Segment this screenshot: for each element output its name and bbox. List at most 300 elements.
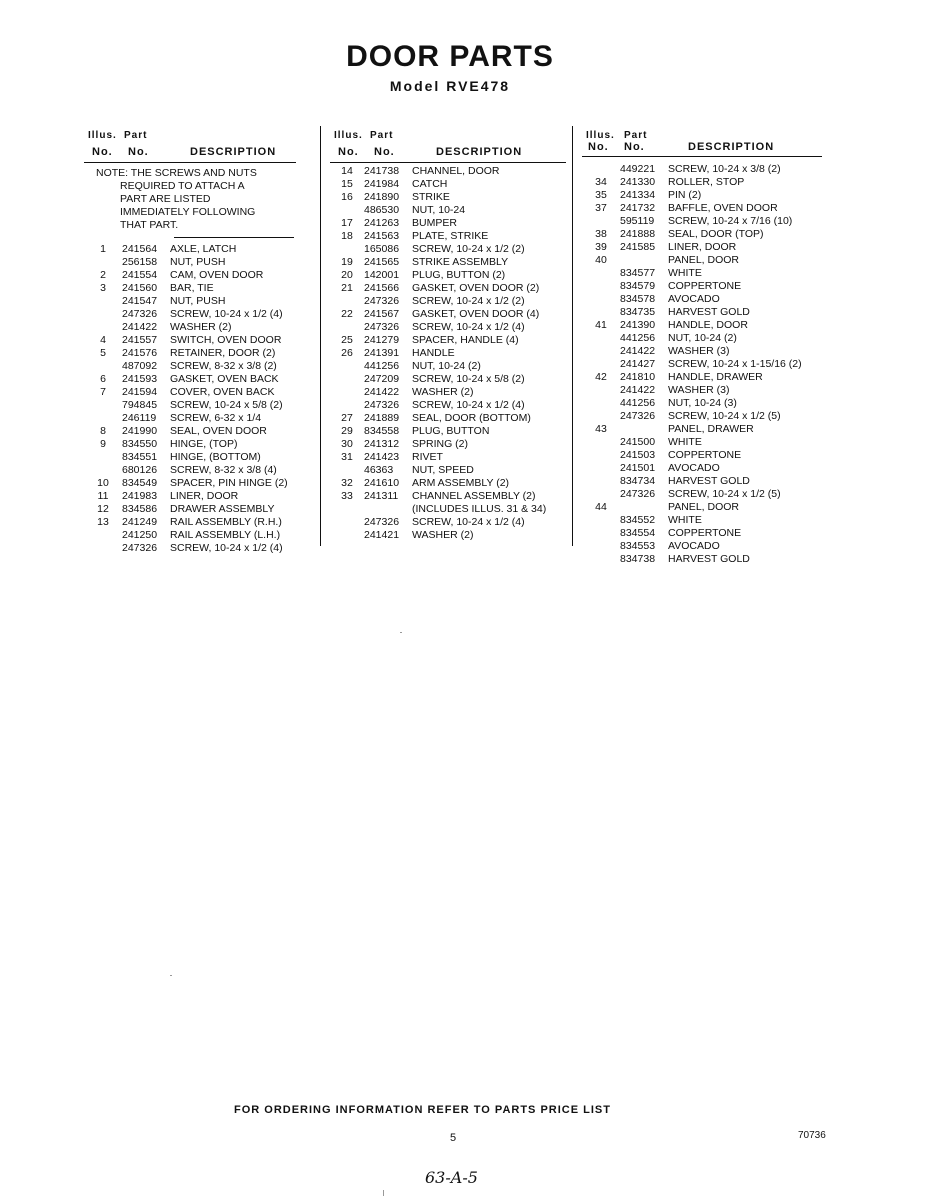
part-number: 449221 xyxy=(620,163,656,175)
part-number: 247326 xyxy=(364,516,400,528)
header-part-no: No. xyxy=(128,146,149,158)
illus-number: 22 xyxy=(341,308,353,320)
table-row xyxy=(330,529,566,542)
table-row xyxy=(582,189,822,202)
table-row xyxy=(84,503,296,516)
table-row xyxy=(84,438,296,451)
illus-number: 33 xyxy=(341,490,353,502)
part-number: 241593 xyxy=(122,373,158,385)
header-part-no: No. xyxy=(374,146,395,158)
part-description: (INCLUDES ILLUS. 31 & 34) xyxy=(412,503,547,515)
illus-number: 7 xyxy=(100,386,106,398)
table-row xyxy=(330,178,566,191)
table-row xyxy=(84,360,296,373)
model-subtitle: Model RVE478 xyxy=(389,78,511,94)
part-description: SCREW, 10-24 x 5/8 (2) xyxy=(170,399,283,411)
parts-list xyxy=(582,163,822,566)
header-part-no: No. xyxy=(624,141,645,153)
part-description: WASHER (2) xyxy=(412,386,474,398)
part-description: SWITCH, OVEN DOOR xyxy=(170,334,282,346)
part-description: PANEL, DRAWER xyxy=(668,423,754,435)
table-row xyxy=(582,397,822,410)
note-line: PART ARE LISTED xyxy=(120,193,211,205)
table-row xyxy=(582,228,822,241)
table-row xyxy=(330,503,566,516)
part-number: 247326 xyxy=(364,295,400,307)
part-description: PLUG, BUTTON (2) xyxy=(412,269,506,281)
page-number: 5 xyxy=(450,1132,457,1144)
part-number: 247326 xyxy=(364,399,400,411)
part-number: 246119 xyxy=(122,412,157,424)
part-description: DRAWER ASSEMBLY xyxy=(170,503,275,515)
note-lead: NOTE: THE SCREWS AND NUTS xyxy=(96,167,257,179)
part-number: 247326 xyxy=(620,488,656,500)
table-row xyxy=(582,319,822,332)
table-row xyxy=(84,399,296,412)
part-number: 241422 xyxy=(364,386,400,398)
header-description: DESCRIPTION xyxy=(190,146,277,158)
part-number: 241427 xyxy=(620,358,656,370)
page-title: DOOR PARTS xyxy=(346,40,554,73)
part-description: SEAL, OVEN DOOR xyxy=(170,425,267,437)
part-description: BUMPER xyxy=(412,217,457,229)
table-row xyxy=(330,386,566,399)
table-row xyxy=(582,280,822,293)
part-number: 834738 xyxy=(620,553,656,565)
part-description: HANDLE, DOOR xyxy=(668,319,748,331)
table-row xyxy=(582,371,822,384)
table-row xyxy=(582,241,822,254)
parts-list xyxy=(84,243,296,555)
part-description: SCREW, 10-24 x 1-15/16 (2) xyxy=(668,358,802,370)
part-number: 241890 xyxy=(364,191,400,203)
illus-number: 2 xyxy=(100,269,106,281)
header-illus: Illus. xyxy=(88,130,117,141)
part-number: 241594 xyxy=(122,386,158,398)
part-description: AVOCADO xyxy=(668,540,720,552)
table-row xyxy=(84,425,296,438)
parts-list xyxy=(330,165,566,542)
part-description: NUT, 10-24 xyxy=(412,204,466,216)
part-number: 241501 xyxy=(620,462,656,474)
part-description: STRIKE ASSEMBLY xyxy=(412,256,509,268)
table-row xyxy=(582,345,822,358)
illus-number: 5 xyxy=(100,347,106,359)
illus-number: 16 xyxy=(341,191,353,203)
table-row xyxy=(84,529,296,542)
part-number: 241279 xyxy=(364,334,400,346)
table-row xyxy=(84,308,296,321)
part-number: 241312 xyxy=(364,438,400,450)
part-description: SCREW, 10-24 x 5/8 (2) xyxy=(412,373,525,385)
part-number: 834735 xyxy=(620,306,656,318)
note-block xyxy=(84,167,296,232)
header-part: Part xyxy=(370,130,394,141)
part-description: AVOCADO xyxy=(668,293,720,305)
part-description: HARVEST GOLD xyxy=(668,306,750,318)
part-description: SCREW, 10-24 x 1/2 (4) xyxy=(412,399,525,411)
table-row xyxy=(582,202,822,215)
header-illus-no: No. xyxy=(588,141,609,153)
part-description: SPACER, PIN HINGE (2) xyxy=(170,477,288,489)
illus-number: 30 xyxy=(341,438,353,450)
note-line: IMMEDIATELY FOLLOWING xyxy=(120,206,256,218)
part-number: 241500 xyxy=(620,436,656,448)
part-number: 241263 xyxy=(364,217,400,229)
part-number: 247326 xyxy=(620,410,656,422)
part-number: 834734 xyxy=(620,475,656,487)
part-number: 241250 xyxy=(122,529,158,541)
header-part: Part xyxy=(624,130,648,141)
table-row xyxy=(330,490,566,503)
part-number: 142001 xyxy=(364,269,400,281)
note-divider xyxy=(174,237,294,238)
table-row xyxy=(582,514,822,527)
table-row xyxy=(582,358,822,371)
table-row xyxy=(330,321,566,334)
table-row xyxy=(582,215,822,228)
part-description: SCREW, 10-24 x 1/2 (2) xyxy=(412,243,525,255)
part-number: 241503 xyxy=(620,449,656,461)
table-row xyxy=(84,282,296,295)
part-description: CAM, OVEN DOOR xyxy=(170,269,264,281)
part-description: STRIKE xyxy=(412,191,450,203)
table-row xyxy=(330,243,566,256)
table-row xyxy=(582,267,822,280)
part-description: SCREW, 10-24 x 1/2 (4) xyxy=(170,542,283,554)
part-description: SCREW, 10-24 x 7/16 (10) xyxy=(668,215,793,227)
part-number: 247326 xyxy=(122,308,158,320)
part-number: 241888 xyxy=(620,228,656,240)
part-number: 241566 xyxy=(364,282,400,294)
table-row xyxy=(84,516,296,529)
part-number: 241391 xyxy=(364,347,400,359)
part-description: ARM ASSEMBLY (2) xyxy=(412,477,510,489)
table-row xyxy=(330,477,566,490)
table-row xyxy=(330,425,566,438)
part-description: CHANNEL ASSEMBLY (2) xyxy=(412,490,536,502)
part-number: 241576 xyxy=(122,347,158,359)
part-number: 241421 xyxy=(364,529,400,541)
parts-column-2 xyxy=(330,124,566,542)
part-number: 834577 xyxy=(620,267,656,279)
part-number: 241565 xyxy=(364,256,400,268)
header-part: Part xyxy=(124,130,148,141)
table-row xyxy=(582,488,822,501)
part-description: WHITE xyxy=(668,436,702,448)
illus-number: 37 xyxy=(595,202,607,214)
scan-speck xyxy=(170,975,172,976)
illus-number: 20 xyxy=(341,269,353,281)
part-description: RETAINER, DOOR (2) xyxy=(170,347,276,359)
part-number: 241738 xyxy=(364,165,400,177)
illus-number: 27 xyxy=(341,412,353,424)
table-row xyxy=(582,254,822,267)
part-number: 241563 xyxy=(364,230,400,242)
part-number: 834586 xyxy=(122,503,158,515)
part-number: 834549 xyxy=(122,477,158,489)
part-description: CATCH xyxy=(412,178,448,190)
table-row xyxy=(330,282,566,295)
part-description: LINER, DOOR xyxy=(170,490,239,502)
part-description: SEAL, DOOR (TOP) xyxy=(668,228,764,240)
part-description: HINGE, (TOP) xyxy=(170,438,238,450)
part-description: NUT, 10-24 (2) xyxy=(668,332,737,344)
part-description: PIN (2) xyxy=(668,189,702,201)
table-row xyxy=(84,477,296,490)
part-number: 241983 xyxy=(122,490,158,502)
part-description: ROLLER, STOP xyxy=(668,176,745,188)
table-row xyxy=(330,347,566,360)
part-number: 834550 xyxy=(122,438,158,450)
ordering-info-footer: FOR ORDERING INFORMATION REFER TO PARTS PRICE LIST xyxy=(234,1104,611,1116)
part-description: SCREW, 10-24 x 1/2 (5) xyxy=(668,488,781,500)
part-number: 241423 xyxy=(364,451,400,463)
part-number: 256158 xyxy=(122,256,158,268)
illus-number: 18 xyxy=(341,230,353,242)
table-row xyxy=(330,516,566,529)
part-number: 834578 xyxy=(620,293,656,305)
illus-number: 29 xyxy=(341,425,353,437)
scan-speck xyxy=(400,632,402,633)
part-number: 241610 xyxy=(364,477,400,489)
table-row xyxy=(330,165,566,178)
part-number: 241557 xyxy=(122,334,158,346)
illus-number: 6 xyxy=(100,373,106,385)
part-number: 241422 xyxy=(620,384,656,396)
note-line: THAT PART. xyxy=(120,219,179,231)
illus-number: 32 xyxy=(341,477,353,489)
column-header xyxy=(84,124,296,163)
table-row xyxy=(84,334,296,347)
part-description: COPPERTONE xyxy=(668,449,742,461)
illus-number: 43 xyxy=(595,423,607,435)
part-number: 595119 xyxy=(620,215,655,227)
part-description: LINER, DOOR xyxy=(668,241,737,253)
column-divider xyxy=(572,126,573,546)
part-number: 241547 xyxy=(122,295,158,307)
table-row xyxy=(84,256,296,269)
scan-speck xyxy=(383,1190,384,1196)
table-row xyxy=(582,462,822,475)
table-row xyxy=(84,373,296,386)
table-row xyxy=(330,360,566,373)
part-number: 241249 xyxy=(122,516,158,528)
part-number: 247326 xyxy=(364,321,400,333)
column-divider xyxy=(320,126,321,546)
table-row xyxy=(330,438,566,451)
part-description: WASHER (2) xyxy=(412,529,474,541)
table-row xyxy=(84,295,296,308)
table-row xyxy=(330,230,566,243)
part-number: 834551 xyxy=(122,451,158,463)
illus-number: 17 xyxy=(341,217,353,229)
table-row xyxy=(84,542,296,555)
table-row xyxy=(582,306,822,319)
table-row xyxy=(330,373,566,386)
part-description: SPACER, HANDLE (4) xyxy=(412,334,519,346)
table-row xyxy=(84,386,296,399)
part-description: RIVET xyxy=(412,451,443,463)
part-number: 834558 xyxy=(364,425,400,437)
part-number: 441256 xyxy=(364,360,400,372)
part-number: 241390 xyxy=(620,319,656,331)
part-description: PANEL, DOOR xyxy=(668,501,739,513)
illus-number: 14 xyxy=(341,165,353,177)
handwritten-annotation: 63-A-5 xyxy=(425,1168,478,1187)
illus-number: 13 xyxy=(97,516,109,528)
part-description: WASHER (3) xyxy=(668,384,730,396)
illus-number: 26 xyxy=(341,347,353,359)
table-row xyxy=(330,256,566,269)
part-number: 486530 xyxy=(364,204,400,216)
column-header xyxy=(330,124,566,163)
table-row xyxy=(582,553,822,566)
part-description: WHITE xyxy=(668,514,702,526)
part-description: AVOCADO xyxy=(668,462,720,474)
part-number: 241330 xyxy=(620,176,656,188)
part-number: 241990 xyxy=(122,425,158,437)
table-row xyxy=(582,475,822,488)
part-number: 241422 xyxy=(620,345,656,357)
table-row xyxy=(84,490,296,503)
table-row xyxy=(84,464,296,477)
part-description: SCREW, 10-24 x 1/2 (4) xyxy=(412,321,525,333)
part-description: HARVEST GOLD xyxy=(668,553,750,565)
note-line: REQUIRED TO ATTACH A xyxy=(120,180,245,192)
table-row xyxy=(582,332,822,345)
part-description: PLATE, STRIKE xyxy=(412,230,489,242)
part-description: CHANNEL, DOOR xyxy=(412,165,500,177)
part-description: SCREW, 6-32 x 1/4 xyxy=(170,412,262,424)
part-description: SCREW, 8-32 x 3/8 (4) xyxy=(170,464,277,476)
table-row xyxy=(330,269,566,282)
part-number: 794845 xyxy=(122,399,158,411)
illus-number: 9 xyxy=(100,438,106,450)
header-illus-no: No. xyxy=(338,146,359,158)
illus-number: 44 xyxy=(595,501,607,513)
table-row xyxy=(330,412,566,425)
part-number: 247209 xyxy=(364,373,400,385)
part-number: 487092 xyxy=(122,360,158,372)
illus-number: 19 xyxy=(341,256,353,268)
part-number: 241984 xyxy=(364,178,400,190)
illus-number: 21 xyxy=(341,282,353,294)
table-row xyxy=(582,384,822,397)
part-number: 247326 xyxy=(122,542,158,554)
part-description: NUT, 10-24 (3) xyxy=(668,397,737,409)
part-description: NUT, SPEED xyxy=(412,464,474,476)
illus-number: 25 xyxy=(341,334,353,346)
header-illus: Illus. xyxy=(334,130,363,141)
part-description: HANDLE xyxy=(412,347,455,359)
part-description: AXLE, LATCH xyxy=(170,243,237,255)
part-number: 241311 xyxy=(364,490,399,502)
header-illus: Illus. xyxy=(586,130,615,141)
parts-column-3 xyxy=(582,124,822,566)
table-row xyxy=(330,399,566,412)
part-description: HANDLE, DRAWER xyxy=(668,371,763,383)
illus-number: 41 xyxy=(595,319,607,331)
table-row xyxy=(84,451,296,464)
table-row xyxy=(582,449,822,462)
part-description: HINGE, (BOTTOM) xyxy=(170,451,261,463)
part-number: 441256 xyxy=(620,332,656,344)
table-row xyxy=(330,464,566,477)
part-description: SCREW, 8-32 x 3/8 (2) xyxy=(170,360,277,372)
table-row xyxy=(582,501,822,514)
part-number: 441256 xyxy=(620,397,656,409)
part-description: NUT, 10-24 (2) xyxy=(412,360,481,372)
illus-number: 34 xyxy=(595,176,607,188)
illus-number: 1 xyxy=(100,243,106,255)
part-number: 241564 xyxy=(122,243,158,255)
illus-number: 15 xyxy=(341,178,353,190)
table-row xyxy=(582,410,822,423)
part-description: PANEL, DOOR xyxy=(668,254,739,266)
illus-number: 40 xyxy=(595,254,607,266)
table-row xyxy=(330,334,566,347)
part-description: SCREW, 10-24 x 1/2 (2) xyxy=(412,295,525,307)
part-number: 241732 xyxy=(620,202,656,214)
table-row xyxy=(582,293,822,306)
illus-number: 42 xyxy=(595,371,607,383)
part-description: WHITE xyxy=(668,267,702,279)
part-number: 834553 xyxy=(620,540,656,552)
table-row xyxy=(330,204,566,217)
part-description: GASKET, OVEN DOOR (2) xyxy=(412,282,540,294)
table-row xyxy=(84,243,296,256)
header-illus-no: No. xyxy=(92,146,113,158)
part-number: 834552 xyxy=(620,514,656,526)
part-number: 241810 xyxy=(620,371,656,383)
part-description: COPPERTONE xyxy=(668,527,742,539)
table-row xyxy=(84,347,296,360)
part-description: SCREW, 10-24 x 1/2 (4) xyxy=(170,308,283,320)
table-row xyxy=(330,451,566,464)
part-number: 46363 xyxy=(364,464,394,476)
part-description: WASHER (2) xyxy=(170,321,232,333)
document-number: 70736 xyxy=(798,1130,826,1141)
table-row xyxy=(84,269,296,282)
illus-number: 8 xyxy=(100,425,106,437)
table-row xyxy=(330,191,566,204)
table-row xyxy=(582,540,822,553)
part-description: NUT, PUSH xyxy=(170,256,226,268)
part-number: 165086 xyxy=(364,243,400,255)
part-description: SEAL, DOOR (BOTTOM) xyxy=(412,412,531,424)
part-description: COVER, OVEN BACK xyxy=(170,386,275,398)
part-description: WASHER (3) xyxy=(668,345,730,357)
part-description: GASKET, OVEN BACK xyxy=(170,373,279,385)
illus-number: 10 xyxy=(97,477,109,489)
illus-number: 12 xyxy=(97,503,109,515)
part-number: 241334 xyxy=(620,189,656,201)
illus-number: 31 xyxy=(341,451,353,463)
part-description: NUT, PUSH xyxy=(170,295,226,307)
part-number: 680126 xyxy=(122,464,158,476)
illus-number: 38 xyxy=(595,228,607,240)
part-number: 834554 xyxy=(620,527,656,539)
header-description: DESCRIPTION xyxy=(688,141,775,153)
part-number: 241889 xyxy=(364,412,400,424)
illus-number: 3 xyxy=(100,282,106,294)
part-description: SCREW, 10-24 x 1/2 (4) xyxy=(412,516,525,528)
table-row xyxy=(330,308,566,321)
table-row xyxy=(582,163,822,176)
illus-number: 11 xyxy=(97,490,109,502)
part-description: GASKET, OVEN DOOR (4) xyxy=(412,308,540,320)
